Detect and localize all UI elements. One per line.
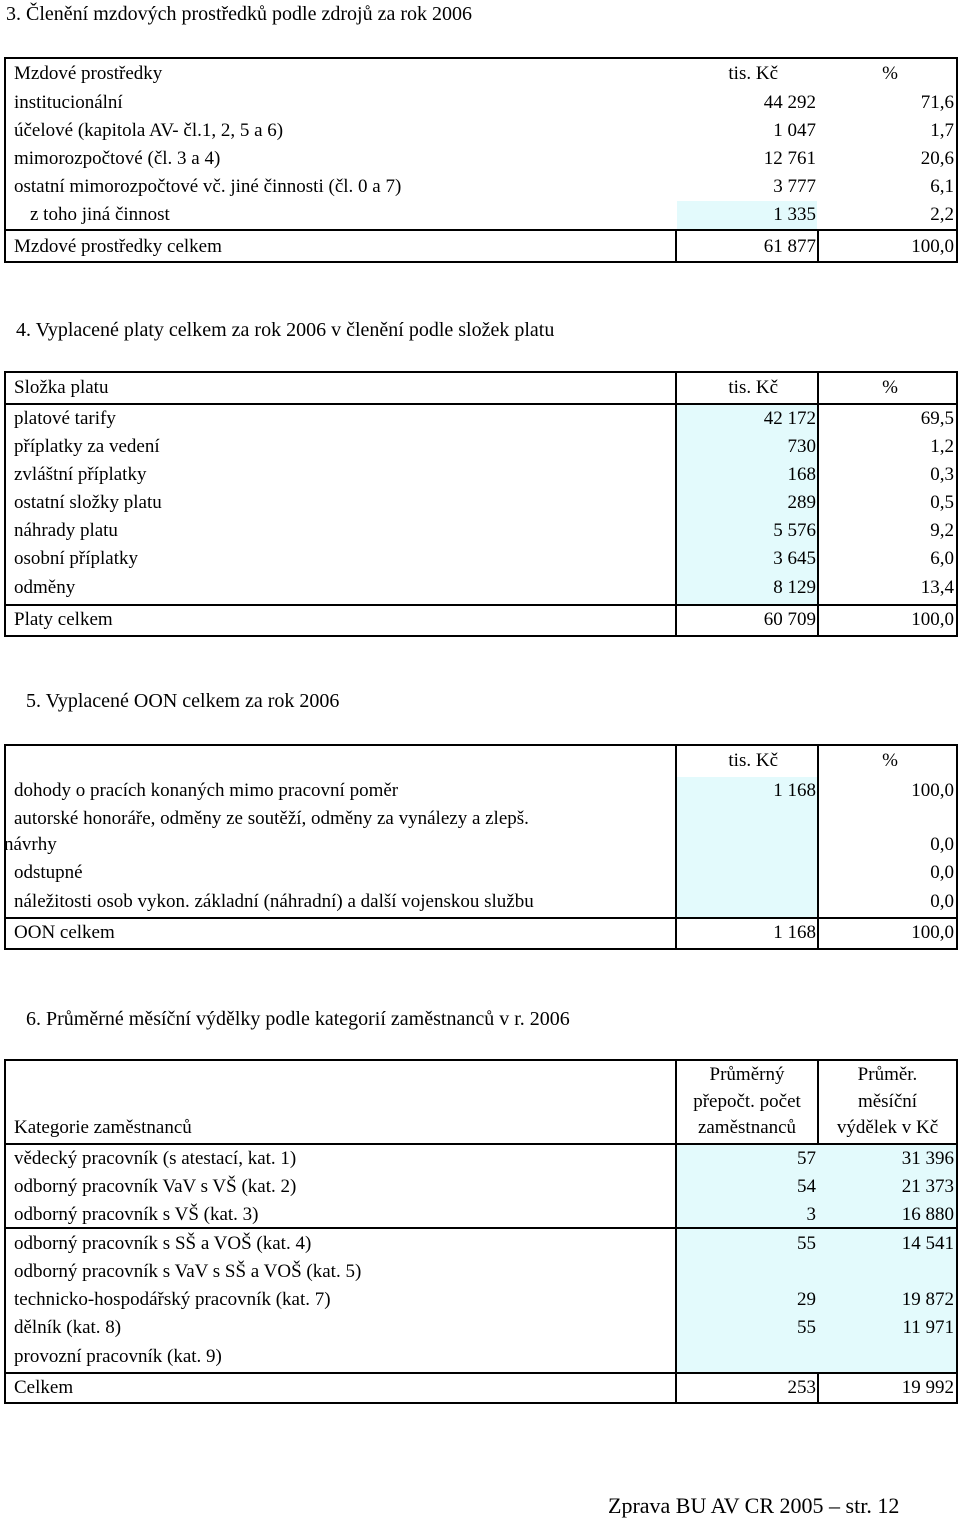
- section-3-total-label: Mzdové prostředky celkem: [14, 236, 222, 257]
- table-row-value: 730: [787, 436, 816, 457]
- section-4-header-percent: %: [882, 377, 898, 398]
- table-row-wage: 31 396: [901, 1148, 954, 1169]
- table-row-label: příplatky za vedení: [14, 436, 160, 457]
- section-3-header-percent: %: [882, 63, 898, 84]
- table-row-label: vědecký pracovník (s atestací, kat. 1): [14, 1148, 297, 1169]
- section-6-title: 6. Průměrné měsíční výdělky podle kategorií zaměstnanců v r. 2006: [26, 1008, 570, 1030]
- table-row-value: 1 168: [773, 780, 816, 801]
- table-row-label: mimorozpočtové (čl. 3 a 4): [14, 148, 221, 169]
- section-4-total-divider: [4, 604, 958, 606]
- table-row-value: 57: [797, 1148, 816, 1169]
- table-row-label: dělník (kat. 8): [14, 1317, 122, 1338]
- table-row-wage: 16 880: [901, 1204, 954, 1225]
- section-4-header-label: Složka platu: [14, 377, 109, 398]
- section-4-vline-2: [817, 371, 819, 637]
- table-row-value: 5 576: [773, 520, 816, 541]
- table-row-label: institucionální: [14, 92, 123, 113]
- page-footer: Zprava BU AV CR 2005 – str. 12: [608, 1493, 900, 1518]
- section-3-total-vline-2: [817, 229, 819, 262]
- section-4-total-percent: 100,0: [911, 609, 954, 630]
- table-row-label: účelové (kapitola AV- čl.1, 2, 5 a 6): [14, 120, 284, 141]
- table-row-value: 3: [806, 1204, 816, 1225]
- table-row-value: 3 645: [773, 548, 816, 569]
- table-row-wage: 11 971: [902, 1317, 954, 1338]
- section-4-total-label: Platy celkem: [14, 609, 113, 630]
- table-row-value: 55: [797, 1233, 816, 1254]
- section-3-title: 3. Členění mzdových prostředků podle zdrojů za rok 2006: [6, 3, 472, 25]
- table-row-percent: 0,0: [930, 891, 954, 912]
- section-3-header-label: Mzdové prostředky: [14, 63, 163, 84]
- section-3-total-vline-1: [675, 229, 677, 262]
- section-5-header-percent: %: [882, 750, 898, 771]
- table-row-value: 1 047: [773, 120, 816, 141]
- table-row-percent: 13,4: [920, 577, 954, 598]
- section-3-total-value: 61 877: [763, 236, 816, 257]
- section-6-header-count-line3: zaměstnanců: [697, 1117, 797, 1138]
- section-5-title: 5. Vyplacené OON celkem za rok 2006: [26, 690, 340, 712]
- table-row-wage: 19 872: [901, 1289, 954, 1310]
- section-5-total-label: OON celkem: [14, 922, 115, 943]
- table-row-percent: 71,6: [920, 92, 954, 113]
- table-row-percent: 2,2: [930, 204, 954, 225]
- table-row-percent: 0,5: [930, 492, 954, 513]
- table-row-label: ostatní mimorozpočtové vč. jiné činnosti (čl. 0 a 7): [14, 176, 402, 197]
- section-3-total-percent: 100,0: [911, 236, 954, 257]
- table-row-value: 289: [787, 492, 816, 513]
- section-6-total-label: Celkem: [14, 1377, 74, 1398]
- table-row-percent: 0,0: [930, 862, 954, 883]
- table-row-wage: 21 373: [901, 1176, 954, 1197]
- table-row-value: 54: [797, 1176, 816, 1197]
- section-3-header-tis-kc: tis. Kč: [728, 63, 778, 84]
- section-6-total-divider: [4, 1372, 958, 1374]
- section-4-header-tis-kc: tis. Kč: [728, 377, 778, 398]
- section-4-total-value: 60 709: [763, 609, 816, 630]
- table-row-percent: 0,0: [930, 834, 954, 855]
- table-row-percent: 0,3: [930, 464, 954, 485]
- table-row-label: odměny: [14, 577, 76, 598]
- section-6-total-wage: 19 992: [901, 1377, 954, 1398]
- section-6-header-wage-line3: výdělek v Kč: [836, 1117, 939, 1138]
- section-5-vline-2: [817, 744, 819, 950]
- table-row-percent: 6,1: [930, 176, 954, 197]
- section-6-header-wage-line2: měsíční: [857, 1091, 918, 1112]
- table-row-value: 44 292: [763, 92, 816, 113]
- table-row-label: odborný pracovník s VŠ (kat. 3): [14, 1204, 259, 1225]
- table-row-label: odborný pracovník s VaV s SŠ a VOŠ (kat. 5): [14, 1261, 362, 1282]
- section-5-total-divider: [4, 917, 958, 919]
- table-row-label: platové tarify: [14, 408, 116, 429]
- table-row-label: autorské honoráře, odměny ze soutěží, odměny za vynálezy a zlepš.: [14, 808, 529, 829]
- table-row-label: náhrady platu: [14, 520, 118, 541]
- section-6-total-count: 253: [787, 1377, 816, 1398]
- table-row-percent: 9,2: [930, 520, 954, 541]
- table-row-percent: 1,7: [930, 120, 954, 141]
- section-3-total-divider: [4, 229, 958, 231]
- table-row-percent: 69,5: [920, 408, 954, 429]
- table-row-label: náležitosti osob vykon. základní (náhradní) a další vojenskou službu: [14, 891, 534, 912]
- section-6-header-wage-line1: Průměr.: [857, 1064, 918, 1085]
- table-row-percent: 1,2: [930, 436, 954, 457]
- section-6-header-label: Kategorie zaměstnanců: [14, 1117, 192, 1138]
- section-6-header-count-line2: přepočt. počet: [693, 1091, 801, 1112]
- table-row-label: zvláštní příplatky: [14, 464, 147, 485]
- table-row-percent: 100,0: [911, 780, 954, 801]
- table-row-value: 3 777: [773, 176, 816, 197]
- table-row-label: ostatní složky platu: [14, 492, 162, 513]
- table-row-value: 12 761: [763, 148, 816, 169]
- table-row-label: technicko-hospodářský pracovník (kat. 7): [14, 1289, 331, 1310]
- section-5-total-value: 1 168: [773, 922, 816, 943]
- table-row-value: 8 129: [773, 577, 816, 598]
- table-row-value: 29: [797, 1289, 816, 1310]
- table-row-label: provozní pracovník (kat. 9): [14, 1346, 222, 1367]
- table-row-label: dohody o pracích konaných mimo pracovní poměr: [14, 780, 399, 801]
- section-5-header-tis-kc: tis. Kč: [728, 750, 778, 771]
- table-row-label: z toho jiná činnost: [30, 204, 170, 225]
- table-row-label: odborný pracovník VaV s VŠ (kat. 2): [14, 1176, 297, 1197]
- table-row-label: osobní příplatky: [14, 548, 139, 569]
- table-row-wage: 14 541: [901, 1233, 954, 1254]
- table-row-percent: 20,6: [920, 148, 954, 169]
- section-4-title: 4. Vyplacené platy celkem za rok 2006 v členění podle složek platu: [16, 319, 555, 341]
- table-row-label: návrhy: [4, 834, 57, 855]
- section-5-total-percent: 100,0: [911, 922, 954, 943]
- table-row-percent: 6,0: [930, 548, 954, 569]
- table-row-value: 55: [797, 1317, 816, 1338]
- section-6-header-count-line1: Průměrný: [709, 1064, 785, 1085]
- table-row-label: odborný pracovník s SŠ a VOŠ (kat. 4): [14, 1233, 312, 1254]
- table-row-value: 1 335: [773, 204, 816, 225]
- table-row-value: 42 172: [763, 408, 816, 429]
- table-row-value: 168: [787, 464, 816, 485]
- table-row-label: odstupné: [14, 862, 83, 883]
